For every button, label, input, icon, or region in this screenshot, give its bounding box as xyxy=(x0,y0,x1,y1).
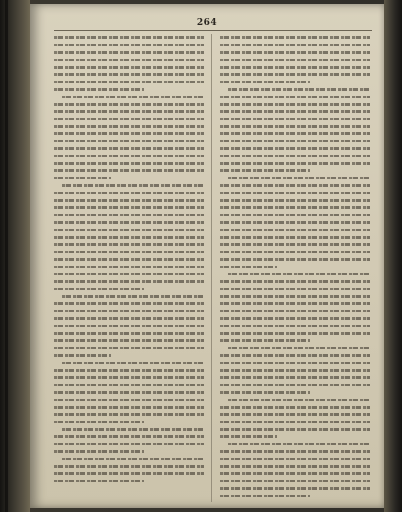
text-line xyxy=(54,463,204,470)
text-line xyxy=(54,271,204,278)
text-line xyxy=(54,64,204,71)
text-line xyxy=(220,381,370,388)
text-line xyxy=(54,404,204,411)
right-text-column xyxy=(220,34,370,504)
text-line xyxy=(54,477,204,484)
text-line xyxy=(220,49,370,56)
text-line xyxy=(220,241,370,248)
text-line xyxy=(54,389,204,396)
text-line xyxy=(220,359,370,366)
text-line xyxy=(220,56,370,63)
text-line xyxy=(220,271,370,278)
text-line xyxy=(220,470,370,477)
text-line xyxy=(220,137,370,144)
text-line xyxy=(220,93,370,100)
text-line xyxy=(54,101,204,108)
text-line xyxy=(220,248,370,255)
text-line xyxy=(54,470,204,477)
text-line xyxy=(54,263,204,270)
text-line xyxy=(220,101,370,108)
text-line xyxy=(54,359,204,366)
text-line xyxy=(220,263,370,270)
book-spine xyxy=(0,0,30,512)
text-line xyxy=(220,123,370,130)
text-line xyxy=(54,448,204,455)
text-line xyxy=(54,123,204,130)
text-line xyxy=(54,285,204,292)
text-line xyxy=(54,411,204,418)
text-line xyxy=(220,152,370,159)
text-line xyxy=(54,241,204,248)
text-line xyxy=(54,293,204,300)
text-line xyxy=(54,71,204,78)
text-line xyxy=(54,189,204,196)
text-line xyxy=(54,49,204,56)
text-line xyxy=(220,307,370,314)
text-line xyxy=(220,86,370,93)
text-line xyxy=(54,226,204,233)
text-line xyxy=(54,256,204,263)
text-line xyxy=(220,182,370,189)
text-line xyxy=(54,78,204,85)
text-line xyxy=(54,130,204,137)
text-line xyxy=(54,34,204,41)
text-line xyxy=(54,160,204,167)
text-line xyxy=(220,433,370,440)
text-line xyxy=(220,455,370,462)
text-line xyxy=(220,204,370,211)
printed-page xyxy=(30,4,384,508)
text-line xyxy=(54,86,204,93)
text-line xyxy=(220,492,370,499)
text-line xyxy=(54,344,204,351)
text-line xyxy=(220,418,370,425)
text-line xyxy=(54,174,204,181)
text-line xyxy=(220,189,370,196)
text-line xyxy=(54,234,204,241)
text-line xyxy=(220,440,370,447)
text-line xyxy=(220,64,370,71)
text-line xyxy=(220,174,370,181)
text-line xyxy=(54,108,204,115)
text-line xyxy=(54,330,204,337)
text-line xyxy=(220,285,370,292)
text-line xyxy=(54,352,204,359)
text-line xyxy=(54,374,204,381)
text-line xyxy=(220,448,370,455)
text-line xyxy=(220,404,370,411)
left-text-column xyxy=(54,34,204,504)
text-line xyxy=(54,167,204,174)
text-line xyxy=(54,56,204,63)
text-line xyxy=(220,389,370,396)
text-line xyxy=(220,367,370,374)
text-line xyxy=(220,41,370,48)
text-line xyxy=(220,34,370,41)
text-line xyxy=(54,152,204,159)
text-line xyxy=(54,137,204,144)
text-line xyxy=(220,426,370,433)
text-line xyxy=(220,300,370,307)
text-line xyxy=(220,108,370,115)
text-line xyxy=(54,315,204,322)
text-line xyxy=(220,485,370,492)
text-line xyxy=(54,440,204,447)
scan-right-edge xyxy=(384,0,402,512)
text-line xyxy=(220,256,370,263)
spine-shadow-strip xyxy=(5,0,8,512)
text-line xyxy=(220,226,370,233)
text-line xyxy=(220,78,370,85)
text-line xyxy=(220,197,370,204)
text-line xyxy=(220,337,370,344)
text-line xyxy=(220,322,370,329)
text-line xyxy=(220,463,370,470)
text-line xyxy=(54,145,204,152)
text-line xyxy=(54,396,204,403)
text-line xyxy=(220,396,370,403)
text-line xyxy=(54,433,204,440)
text-line xyxy=(220,160,370,167)
text-line xyxy=(54,455,204,462)
text-line xyxy=(54,115,204,122)
text-line xyxy=(54,307,204,314)
text-line xyxy=(220,344,370,351)
page-number: 264 xyxy=(196,18,218,28)
text-line xyxy=(220,130,370,137)
text-line xyxy=(54,204,204,211)
text-line xyxy=(220,315,370,322)
text-line xyxy=(220,330,370,337)
text-line xyxy=(220,374,370,381)
text-line xyxy=(220,145,370,152)
text-line xyxy=(54,248,204,255)
text-line xyxy=(54,381,204,388)
text-line xyxy=(54,93,204,100)
text-line xyxy=(220,352,370,359)
text-line xyxy=(220,71,370,78)
text-line xyxy=(54,426,204,433)
text-line xyxy=(220,167,370,174)
header-rule xyxy=(54,30,372,31)
text-line xyxy=(54,367,204,374)
text-line xyxy=(220,477,370,484)
text-line xyxy=(220,278,370,285)
text-line xyxy=(54,219,204,226)
text-line xyxy=(220,211,370,218)
text-line xyxy=(220,411,370,418)
text-line xyxy=(54,300,204,307)
text-line xyxy=(54,322,204,329)
text-line xyxy=(54,418,204,425)
text-line xyxy=(54,41,204,48)
text-line xyxy=(54,211,204,218)
text-line xyxy=(54,337,204,344)
text-line xyxy=(54,182,204,189)
text-line xyxy=(220,234,370,241)
text-line xyxy=(54,278,204,285)
text-line xyxy=(220,115,370,122)
text-line xyxy=(220,219,370,226)
column-divider xyxy=(211,34,212,502)
text-line xyxy=(54,197,204,204)
text-line xyxy=(220,293,370,300)
